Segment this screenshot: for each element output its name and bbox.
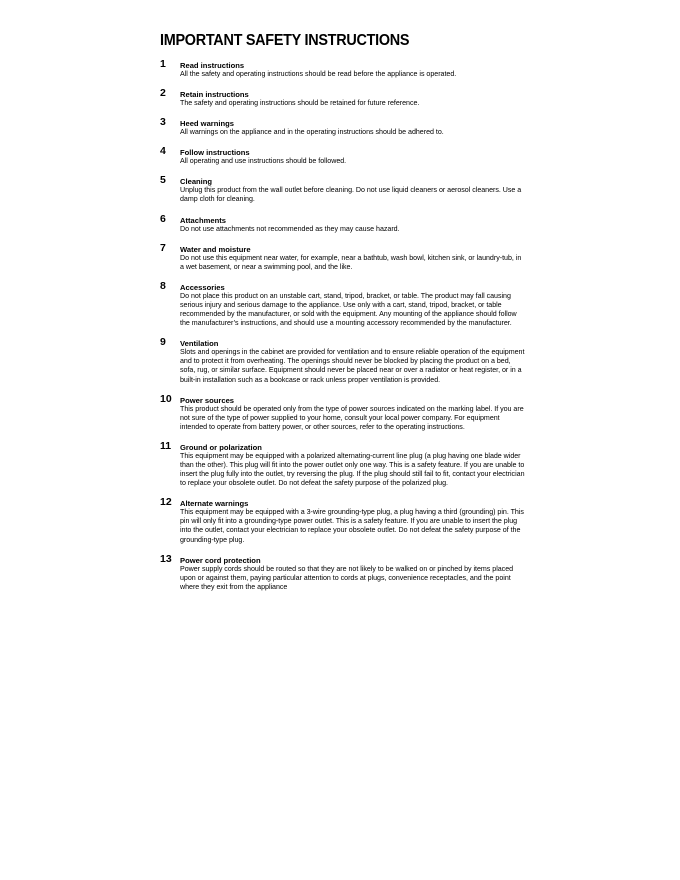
instruction-item-retain	[160, 87, 525, 108]
instruction-item-water-moisture	[160, 242, 525, 272]
instruction-item-heed-warnings	[160, 116, 525, 137]
page-title: IMPORTANT SAFETY INSTRUCTIONS	[160, 32, 410, 49]
instruction-number: 13	[160, 552, 172, 565]
instruction-content	[180, 174, 525, 204]
instruction-body: This equipment may be equipped with a polarized alternating-current line plug (a plug having one blade wider than the other). This plug will fit into the power outlet only one way. This is a safety feature. If you are unable to insert the plug fully into the outlet, try reversing the plug. If the plug should still fail to fit, contact your electrician to replace your obsolete outlet. Do not defeat the safety purpose of the polarized plug.	[180, 451, 525, 488]
instruction-body: Power supply cords should be routed so that they are not likely to be walked on or pinched by items placed upon or against them, paying particular attention to cords at plugs, convenience receptacles, and the point where they exit from the appliance	[180, 564, 514, 591]
instruction-title: Accessories	[180, 282, 225, 292]
instruction-content	[180, 58, 525, 79]
instruction-body: The safety and operating instructions should be retained for future reference.	[180, 99, 420, 108]
instruction-body: All the safety and operating instructions should be read before the appliance is operated.	[180, 70, 457, 78]
instruction-item-power-sources	[160, 393, 525, 432]
instruction-title: Power sources	[180, 395, 235, 405]
instruction-title: Ventilation	[180, 339, 219, 349]
instruction-title: Water and moisture	[180, 244, 251, 254]
instruction-body: Unplug this product from the wall outlet before cleaning. Do not use liquid cleaners or aerosol cleaners. Use a damp cloth for cleaning.	[180, 186, 522, 204]
instruction-title: Power cord protection	[180, 555, 261, 565]
instruction-number: 5	[160, 174, 166, 187]
instruction-item-ground-polarization	[160, 440, 525, 488]
instruction-body: All operating and use instructions should be followed.	[180, 157, 347, 166]
instruction-number: 11	[160, 439, 172, 452]
instruction-item-accessories	[160, 280, 525, 328]
instruction-content	[180, 393, 525, 432]
instruction-number: 8	[160, 279, 166, 292]
instruction-content	[180, 242, 525, 272]
safety-instructions-page	[160, 32, 525, 600]
instruction-body: Do not place this product on an unstable cart, stand, tripod, bracket, or table. The product may fall causing serious injury and serious damage to the appliance. Use only with a cart, stand, tripod, bracket, or table recommended by the manufacturer, or sold with the equipment. Any mounting of the appliance should follow the manufacturer’s instructions, and should use a mounting accessory recommended by the manufacturer.	[180, 291, 517, 328]
instruction-content	[180, 87, 525, 108]
instruction-number: 12	[160, 496, 172, 509]
instruction-number: 3	[160, 116, 166, 129]
instruction-body: This product should be operated only from the type of power sources indicated on the marking label. If you are not sure of the type of power supplied to your home, consult your local power company. For equipment intended to operate from battery power, or other sources, refer to the operating instructions.	[180, 404, 524, 431]
instruction-title: Cleaning	[180, 177, 213, 187]
instruction-body: This equipment may be equipped with a 3-wire grounding-type plug, a plug having a third (grounding) pin. This pin will only fit into a grounding-type power outlet. This is a safety feature. If you are unable to insert the plug into the outlet, contact your electrician to replace your obsolete outlet. Do not defeat the safety purpose of the grounding-type plug.	[180, 508, 524, 544]
instruction-body: Do not use this equipment near water, for example, near a bathtub, wash bowl, kitchen sink, or laundry-tub, in a wet basement, or near a swimming pool, and the like.	[180, 253, 522, 271]
instruction-item-power-cord	[160, 553, 525, 592]
instruction-content	[180, 496, 525, 544]
instruction-content	[180, 553, 525, 592]
instruction-body: Slots and openings in the cabinet are provided for ventilation and to ensure reliable operation of the equipment and to protect it from overheating. The openings should never be blocked by placing the product on a bed, sofa, rug, or similar surface. Equipment should never be placed near or over a radiator or heat register, or in a built-in installation such as a bookcase or rack unless proper ventilation is provided.	[180, 348, 525, 384]
instruction-content	[180, 280, 525, 328]
instruction-title: Alternate warnings	[180, 499, 249, 509]
instruction-number: 6	[160, 212, 166, 225]
instruction-title: Heed warnings	[180, 119, 235, 129]
instruction-body: Do not use attachments not recommended as they may cause hazard.	[180, 224, 400, 233]
instruction-number: 10	[160, 392, 172, 405]
instruction-number: 2	[160, 87, 166, 100]
instruction-title: Ground or polarization	[180, 442, 262, 452]
instruction-title: Read instructions	[180, 61, 245, 70]
instruction-item-ventilation	[160, 336, 525, 384]
instruction-item-cleaning	[160, 174, 525, 204]
instruction-title: Follow instructions	[180, 148, 250, 158]
instruction-item-follow	[160, 145, 525, 166]
instruction-content	[180, 440, 525, 488]
instruction-content	[180, 145, 525, 166]
instruction-item-attachments	[160, 213, 525, 234]
instruction-title: Retain instructions	[180, 90, 249, 100]
instruction-item-alternate-warnings	[160, 496, 525, 544]
instruction-content	[180, 336, 525, 384]
instruction-number: 7	[160, 241, 166, 254]
instruction-content	[180, 116, 525, 137]
instruction-number: 1	[160, 58, 166, 70]
instruction-body: All warnings on the appliance and in the operating instructions should be adhered to.	[180, 128, 444, 137]
instruction-item-read	[160, 58, 525, 79]
instruction-number: 9	[160, 336, 166, 349]
instruction-title: Attachments	[180, 215, 226, 225]
instruction-number: 4	[160, 145, 166, 158]
instruction-content	[180, 213, 525, 234]
